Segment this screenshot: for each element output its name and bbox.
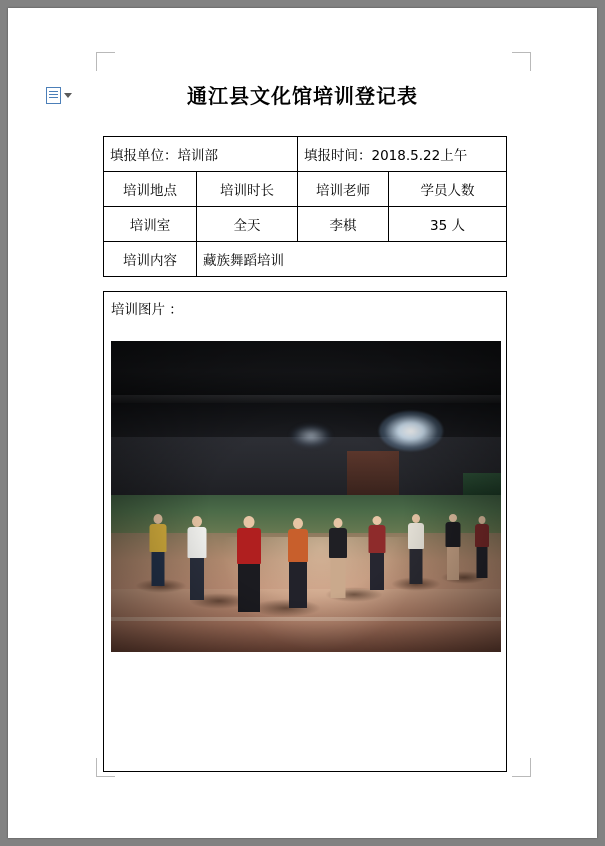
header-place: 培训地点 — [104, 172, 197, 207]
training-registration-table — [103, 136, 507, 277]
crop-mark-top-right — [512, 52, 531, 71]
header-count: 学员人数 — [389, 172, 507, 207]
value-duration: 全天 — [197, 207, 298, 242]
table-row — [104, 242, 507, 277]
reporting-time-cell: 填报时间：2018.5.22上午 — [298, 137, 507, 172]
training-photo — [111, 341, 501, 652]
table-row — [104, 137, 507, 172]
table-row — [104, 172, 507, 207]
value-place: 培训室 — [104, 207, 197, 242]
document-page — [8, 8, 597, 838]
table-row — [104, 207, 507, 242]
label-content: 培训内容 — [104, 242, 197, 277]
crop-mark-top-left — [96, 52, 115, 71]
value-count: 35 人 — [389, 207, 507, 242]
picture-cell — [103, 327, 507, 772]
value-content: 藏族舞蹈培训 — [197, 242, 507, 277]
reporting-unit-cell: 填报单位：培训部 — [104, 137, 298, 172]
crop-mark-bottom-right — [512, 758, 531, 777]
picture-label: 培训图片 ： — [103, 291, 507, 327]
header-teacher: 培训老师 — [298, 172, 389, 207]
value-teacher: 李棋 — [298, 207, 389, 242]
page-title: 通江县文化馆培训登记表 — [187, 84, 418, 108]
header-duration: 培训时长 — [197, 172, 298, 207]
